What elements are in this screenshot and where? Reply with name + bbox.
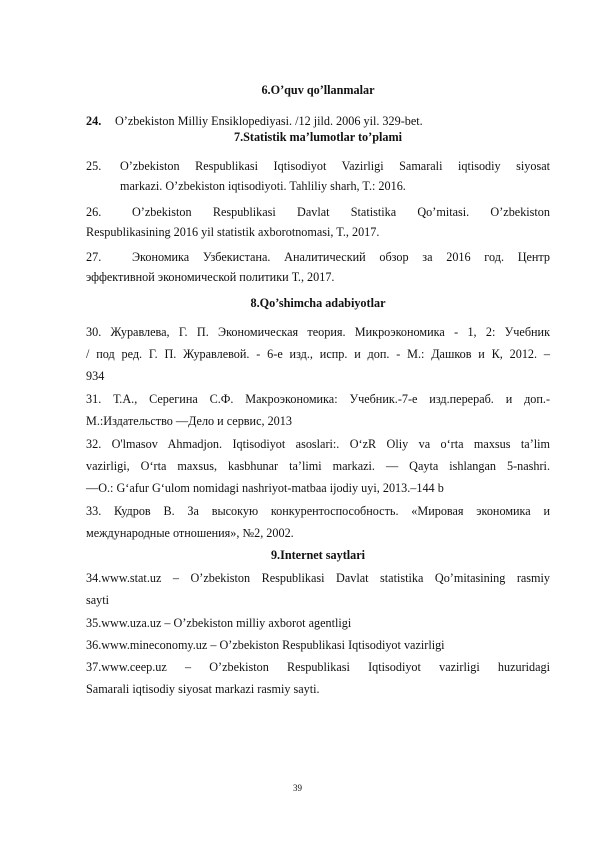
ref-34-line-2: sayti — [86, 593, 110, 607]
ref-30-line-3: 934 — [86, 369, 105, 383]
ref-27-line-1: Экономика Узбекистана. Аналитический обзор за 2016 год. Центр — [132, 250, 550, 264]
ref-33-line-2: международные отношения», №2, 2002. — [86, 526, 294, 540]
ref-37-line-2: Samarali iqtisodiy siyosat markazi rasmiy sayti. — [86, 682, 320, 696]
ref-25-line-1: O’zbekiston Respublikasi Iqtisodiyot Vazirligi Samarali iqtisodiy siyosat — [120, 159, 550, 173]
ref-32-line-2: vazirligi, O‘rta maxsus, kasbhunar ta’limi markazi. ― Qayta ishlangan 5-nashri. — [86, 459, 550, 473]
ref-33-line-1: 33. Кудров В. За высокую конкурентоспособность. «Мировая экономика и — [86, 504, 550, 518]
ref-25-line-2: markazi. O’zbekiston iqtisodiyoti. Tahliliy sharh, T.: 2016. — [120, 179, 406, 193]
ref-31-line-1: 31. Т.А., Серегина С.Ф. Макроэкономика: Учебник.-7-е изд.перераб. и доп.- — [86, 392, 550, 406]
ref-26-line-2: Respublikasining 2016 yil statistik axborotnomasi, T., 2017. — [86, 225, 380, 239]
ref-30-line-1: 30. Журавлева, Г. П. Экономическая теория. Микроэкономика - 1, 2: Учебник — [86, 325, 550, 339]
ref-30-line-2: / под ред. Г. П. Журавлевой. - 6-е изд., испр. и доп. - М.: Дашков и К, 2012. – — [86, 347, 550, 361]
ref-32-line-1: 32. O'lmasov Ahmadjon. Iqtisodiyot asoslari:. O‘zR Oliy va o‘rta maxsus ta’lim — [86, 437, 550, 451]
ref-37-line-1: 37.www.ceep.uz – O’zbekiston Respublikasi Iqtisodiyot vazirligi huzuridagi — [86, 660, 550, 674]
ref-31-line-2: М.:Издательство ―Дело и сервис, 2013 — [86, 414, 292, 428]
ref-32-line-3: ―O.: G‘afur G‘ulom nomidagi nashriyot-matbaa ijodiy uyi, 2013.–144 b — [86, 481, 444, 495]
ref-35-line-1: 35.www.uza.uz – O’zbekiston milliy axborot agentligi — [86, 616, 352, 630]
ref-24-number: 24. — [86, 114, 102, 128]
ref-26-line-1: O’zbekiston Respublikasi Davlat Statistika Qo’mitasi. O’zbekiston — [132, 205, 550, 219]
ref-25-number: 25. — [86, 159, 102, 173]
ref-34-line-1: 34.www.stat.uz – O’zbekiston Respublikasi Davlat statistika Qo’mitasining rasmiy — [86, 571, 550, 585]
page-number: 39 — [293, 783, 302, 793]
ref-27-line-2: эффективной экономической политики Т., 2017. — [86, 270, 335, 284]
section-heading-internet-sites: 9.Internet saytlari — [270, 548, 366, 562]
ref-27-number: 27. — [86, 250, 102, 264]
section-heading-additional-literature: 8.Qo’shimcha adabiyotlar — [250, 296, 386, 310]
ref-26-number: 26. — [86, 205, 102, 219]
ref-36-line-1: 36.www.mineconomy.uz – O’zbekiston Respublikasi Iqtisodiyot vazirligi — [86, 638, 445, 652]
ref-24-text: O’zbekiston Milliy Ensiklopediyasi. /12 jild. 2006 yil. 329-bet. — [115, 114, 423, 128]
section-heading-statistics: 7.Statistik ma’lumotlar to’plami — [233, 130, 403, 144]
section-heading-textbooks: 6.O’quv qo’llanmalar — [261, 83, 375, 97]
